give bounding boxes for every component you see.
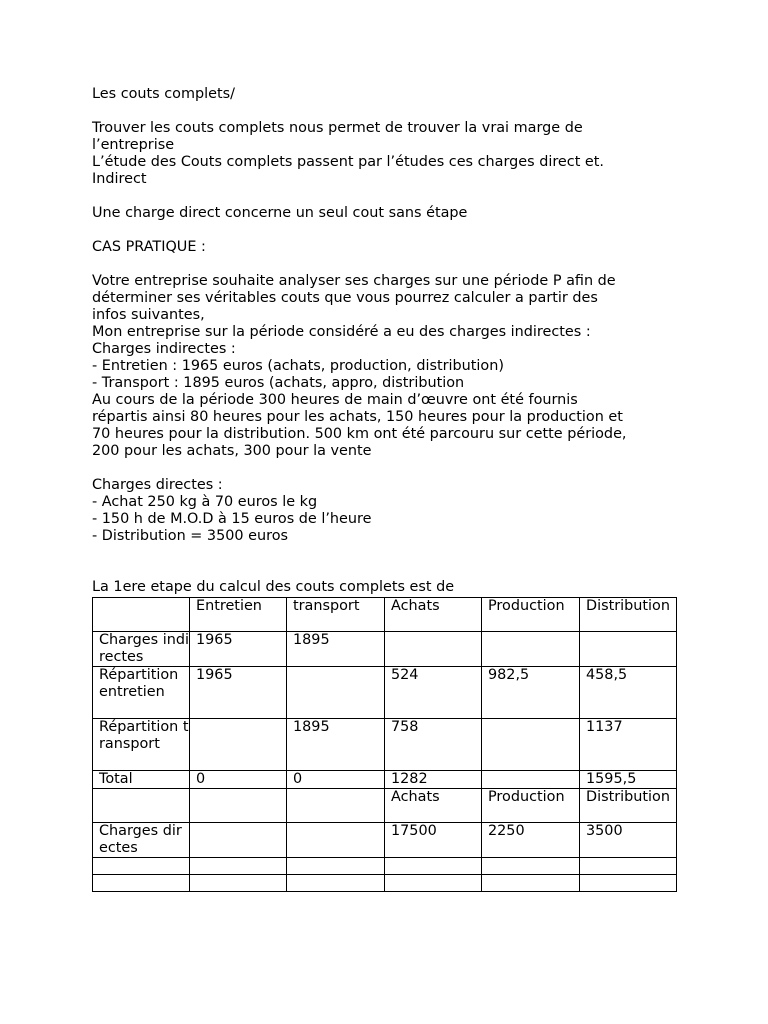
- table-cell: [482, 858, 580, 875]
- table-cell: Répartition entretien: [93, 667, 190, 719]
- doc-title: Les couts complets/: [92, 86, 235, 102]
- table-cell: Achats: [385, 598, 482, 632]
- table-cell: [287, 667, 385, 719]
- table-cell: [287, 789, 385, 823]
- case-line: Mon entreprise sur la période considéré a eu des charges indirectes :: [92, 324, 591, 340]
- table-cell: 1965: [190, 632, 287, 667]
- intro-line: Trouver les couts complets nous permet de trouver la vrai marge de: [92, 120, 583, 136]
- table-cell: [190, 719, 287, 771]
- table-cell: Charges indirectes: [93, 632, 190, 667]
- table-cell: [482, 719, 580, 771]
- table-cell: 458,5: [580, 667, 677, 719]
- table-cell: 1595,5: [580, 771, 677, 789]
- table-cell: [190, 875, 287, 892]
- table-cell: 524: [385, 667, 482, 719]
- table-row: [93, 789, 677, 823]
- table-cell: 1895: [287, 632, 385, 667]
- table-cell: 3500: [580, 823, 677, 858]
- table-cell: 982,5: [482, 667, 580, 719]
- table-cell: 17500: [385, 823, 482, 858]
- table-cell: [190, 789, 287, 823]
- table-cell: [482, 875, 580, 892]
- case-line: Au cours de la période 300 heures de main d’œuvre ont été fournis: [92, 392, 578, 408]
- table-cell: [190, 823, 287, 858]
- table-cell: transport: [287, 598, 385, 632]
- case-line: Charges indirectes :: [92, 341, 236, 357]
- table-caption: La 1ere etape du calcul des couts complets est de: [92, 579, 455, 595]
- document-body: [92, 86, 682, 596]
- intro-line: l’entreprise: [92, 137, 175, 153]
- case-line: infos suivantes,: [92, 307, 205, 323]
- case-line: 70 heures pour la distribution. 500 km ont été parcouru sur cette période,: [92, 426, 627, 442]
- direct-charges-line: - Achat 250 kg à 70 euros le kg: [92, 494, 318, 510]
- table-cell: 2250: [482, 823, 580, 858]
- table-cell: Répartition transport: [93, 719, 190, 771]
- case-line: répartis ainsi 80 heures pour les achats, 150 heures pour la production et: [92, 409, 623, 425]
- cas-pratique-heading: CAS PRATIQUE :: [92, 239, 206, 255]
- table-row: [93, 823, 677, 858]
- case-line: - Transport : 1895 euros (achats, appro, distribution: [92, 375, 465, 391]
- table-row: [93, 598, 677, 632]
- table-cell: [580, 858, 677, 875]
- table-cell: Production: [482, 598, 580, 632]
- direct-charges-line: - Distribution = 3500 euros: [92, 528, 289, 544]
- table-cell: [287, 875, 385, 892]
- table-cell: Total: [93, 771, 190, 789]
- table-cell: [287, 858, 385, 875]
- case-line: déterminer ses véritables couts que vous pourrez calculer a partir des: [92, 290, 598, 306]
- table-cell: [385, 858, 482, 875]
- table-cell: 0: [190, 771, 287, 789]
- table-cell: [287, 823, 385, 858]
- table-cell: [93, 875, 190, 892]
- table-row: [93, 667, 677, 719]
- table-cell: [385, 875, 482, 892]
- table-cell: [93, 789, 190, 823]
- table-cell: 758: [385, 719, 482, 771]
- table-cell: [385, 632, 482, 667]
- table-row: [93, 858, 677, 875]
- case-line: 200 pour les achats, 300 pour la vente: [92, 443, 372, 459]
- case-line: - Entretien : 1965 euros (achats, production, distribution): [92, 358, 504, 374]
- table-cell: 1895: [287, 719, 385, 771]
- table-cell: Distribution: [580, 598, 677, 632]
- direct-charge-definition: Une charge direct concerne un seul cout sans étape: [92, 205, 468, 221]
- table-row: [93, 875, 677, 892]
- table-cell: 0: [287, 771, 385, 789]
- direct-charges-line: - 150 h de M.O.D à 15 euros de l’heure: [92, 511, 372, 527]
- table-cell: [580, 875, 677, 892]
- direct-charges-line: Charges directes :: [92, 477, 223, 493]
- table-cell: 1137: [580, 719, 677, 771]
- intro-line: Indirect: [92, 171, 147, 187]
- table-cell: [482, 771, 580, 789]
- table-cell: Charges directes: [93, 823, 190, 858]
- table-cell: [93, 858, 190, 875]
- table-row: [93, 632, 677, 667]
- table-row: [93, 771, 677, 789]
- table-cell: Production: [482, 789, 580, 823]
- table-cell: [482, 632, 580, 667]
- table-cell: Distribution: [580, 789, 677, 823]
- table-cell: 1965: [190, 667, 287, 719]
- table-row: [93, 719, 677, 771]
- table-cell: Achats: [385, 789, 482, 823]
- case-line: Votre entreprise souhaite analyser ses charges sur une période P afin de: [92, 273, 616, 289]
- table-cell: Entretien: [190, 598, 287, 632]
- table-cell: [93, 598, 190, 632]
- cost-table: [92, 597, 677, 892]
- table-cell: 1282: [385, 771, 482, 789]
- table-cell: [580, 632, 677, 667]
- table-cell: [190, 858, 287, 875]
- intro-line: L’étude des Couts complets passent par l’études ces charges direct et.: [92, 154, 604, 170]
